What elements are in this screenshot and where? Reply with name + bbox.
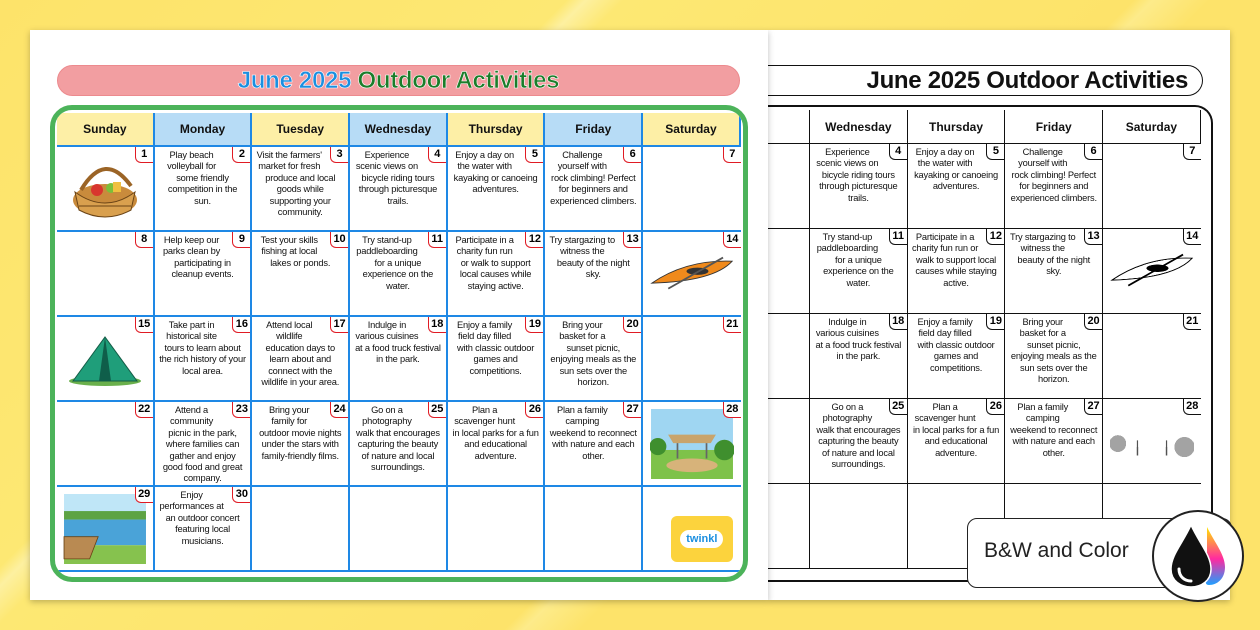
empty-cell <box>252 487 350 572</box>
activity-text-content: Experience scenic views on bicycle riding tours through picturesque trails. <box>355 150 438 206</box>
activity-text <box>159 405 247 485</box>
day-number: 14 <box>723 232 741 248</box>
empty-cell <box>448 487 546 572</box>
park-illustration <box>1110 406 1194 476</box>
color-calendar-page <box>30 30 768 600</box>
day-cell <box>1103 144 1201 229</box>
activity-text-content: Help keep our parks clean by participating in cleanup events. <box>162 235 234 280</box>
activity-text-content: Indulge in various cuisines at a food truck festival in the park. <box>355 320 441 365</box>
day-number: 11 <box>428 232 446 248</box>
day-number: 13 <box>1084 229 1102 245</box>
day-cell <box>643 402 741 487</box>
day-number: 26 <box>525 402 543 418</box>
day-cell <box>908 399 1006 484</box>
day-number: 8 <box>135 232 153 248</box>
activity-text-content: Plan a scavenger hunt in local parks for a fun and educational adventure. <box>452 405 539 461</box>
day-number: 27 <box>1084 399 1102 415</box>
day-number: 30 <box>232 487 250 503</box>
activity-text-content: Attend a community picnic in the park, where families can gather and enjoy good food and great company. <box>162 405 243 484</box>
day-cell <box>908 314 1006 399</box>
activity-text-content: Play beach volleyball for some friendly competition in the sun. <box>167 150 238 206</box>
day-cell <box>57 147 155 232</box>
day-number: 20 <box>623 317 641 333</box>
activity-text-content: Bring your basket for a sunset picnic, enjoying meals as the sun sets over the horizon. <box>1010 317 1097 385</box>
activity-text-content: Try stand-up paddleboarding for a unique experience on the water. <box>356 235 434 291</box>
day-number: 20 <box>1084 314 1102 330</box>
logo-text: twinkl <box>680 530 723 548</box>
day-cell <box>448 147 546 232</box>
kayak-illustration <box>1110 251 1194 291</box>
day-cell <box>252 147 350 232</box>
day-number: 23 <box>232 402 250 418</box>
activity-text-content: Bring your basket for a sunset picnic, enjoying meals as the sun sets over the horizon. <box>550 320 637 388</box>
weekday-header: Friday <box>1005 110 1103 144</box>
day-cell <box>810 229 908 314</box>
empty-cell <box>545 487 643 572</box>
day-cell <box>448 232 546 317</box>
activity-text-content: Challenge yourself with rock climbing! Perfect for beginners and experienced climbers. <box>1010 147 1097 203</box>
day-number: 15 <box>135 317 153 333</box>
activity-text-content: Try stargazing to witness the beauty of the night sky. <box>549 235 630 280</box>
weekday-header: Saturday <box>643 113 741 147</box>
day-cell <box>448 402 546 487</box>
activity-text-content: Plan a family camping weekend to reconnect with nature and each other. <box>1010 402 1098 458</box>
empty-cell <box>350 487 448 572</box>
activity-text-content: Plan a family camping weekend to reconnect with nature and each other. <box>549 405 637 461</box>
day-number: 24 <box>330 402 348 418</box>
calendar-title <box>57 65 740 96</box>
day-cell <box>1005 314 1103 399</box>
day-number: 18 <box>428 317 446 333</box>
activity-text-content: Try stand-up paddleboarding for a unique experience on the water. <box>816 232 894 288</box>
lake-illustration <box>63 494 147 564</box>
day-number: 22 <box>135 402 153 418</box>
day-cell <box>350 147 448 232</box>
activity-text-content: Enjoy a family field day filled with classic outdoor games and competitions. <box>457 320 535 376</box>
day-number: 13 <box>623 232 641 248</box>
day-cell <box>57 487 155 572</box>
title-topic: Outdoor Activities <box>986 67 1188 94</box>
day-number: 10 <box>330 232 348 248</box>
weekday-header: Thursday <box>908 110 1006 144</box>
day-cell <box>810 314 908 399</box>
weekday-header: Sunday <box>57 113 155 147</box>
day-number: 25 <box>889 399 907 415</box>
day-number: 12 <box>525 232 543 248</box>
day-number: 3 <box>330 147 348 163</box>
weekday-header: Saturday <box>1103 110 1201 144</box>
activity-text-content: Enjoy a day on the water with kayaking or canoeing adventures. <box>914 147 998 192</box>
day-cell <box>1005 229 1103 314</box>
day-cell <box>810 399 908 484</box>
weekday-header: Friday <box>545 113 643 147</box>
weekday-header: Tuesday <box>252 113 350 147</box>
day-cell <box>448 317 546 402</box>
tent-illustration <box>67 331 143 387</box>
day-cell <box>57 317 155 402</box>
activity-text-content: Challenge yourself with rock climbing! Perfect for beginners and experienced climbers. <box>550 150 637 206</box>
empty-cell <box>643 487 741 572</box>
kayak-illustration <box>650 254 734 294</box>
weekday-header: Monday <box>155 113 253 147</box>
calendar-grid <box>768 110 1201 569</box>
weekday-header: Wednesday <box>350 113 448 147</box>
calendar-grid <box>57 113 741 572</box>
day-number: 21 <box>1183 314 1201 330</box>
activity-text-content: Enjoy a day on the water with kayaking or canoeing adventures. <box>453 150 538 195</box>
picnic-basket-illustration <box>67 156 143 222</box>
day-cell <box>643 147 741 232</box>
activity-text-content: Plan a scavenger hunt in local parks for a fun and educational adventure. <box>912 402 1000 458</box>
activity-text-content: Participate in a charity fun run or walk to support local causes while staying active. <box>455 235 532 291</box>
day-cell <box>155 232 253 317</box>
day-cell <box>545 402 643 487</box>
title-month: June 2025 <box>866 67 980 94</box>
day-cell <box>545 147 643 232</box>
day-cell <box>252 232 350 317</box>
activity-text-content: Attend local wildlife education days to learn about and connect with the wildlife in your area. <box>261 320 340 388</box>
activity-text-content: Go on a photography walk that encourages capturing the beauty of nature and local surroundings. <box>816 402 901 470</box>
park-illustration <box>650 409 734 479</box>
edge-cell <box>768 484 810 569</box>
day-number: 28 <box>1183 399 1201 415</box>
day-number: 4 <box>889 144 907 160</box>
day-number: 7 <box>723 147 741 163</box>
weekday-header: Thursday <box>448 113 546 147</box>
day-number: 21 <box>723 317 741 333</box>
day-number: 11 <box>889 229 907 245</box>
day-cell <box>57 402 155 487</box>
day-cell <box>350 317 448 402</box>
day-number: 5 <box>986 144 1004 160</box>
day-cell <box>57 232 155 317</box>
ink-drops-icon <box>1152 510 1244 602</box>
day-cell <box>1005 144 1103 229</box>
day-number: 25 <box>428 402 446 418</box>
day-cell <box>1103 399 1201 484</box>
day-cell <box>810 144 908 229</box>
calendar-title <box>768 65 1203 96</box>
edge-cell <box>768 399 810 484</box>
bw-calendar-page <box>768 30 1230 600</box>
activity-text-content: Visit the farmers' market for fresh produce and local goods while supporting your community. <box>256 150 336 218</box>
day-number: 19 <box>986 314 1004 330</box>
day-number: 2 <box>232 147 250 163</box>
activity-text-content: Try stargazing to witness the beauty of the night sky. <box>1009 232 1091 277</box>
day-cell <box>252 317 350 402</box>
activity-text-content: Test your skills fishing at local lakes or ponds. <box>260 235 331 268</box>
twinkl-logo <box>671 516 733 562</box>
day-number: 29 <box>135 487 153 503</box>
edge-cell <box>768 314 810 399</box>
day-cell <box>155 317 253 402</box>
calendar-frame <box>50 105 748 582</box>
activity-text-content: Go on a photography walk that encourages capturing the beauty of nature and local surroundings. <box>355 405 440 473</box>
day-number: 16 <box>232 317 250 333</box>
day-cell <box>1005 399 1103 484</box>
badge-label: B&W and Color <box>984 539 1129 562</box>
day-cell <box>545 317 643 402</box>
day-cell <box>155 487 253 572</box>
edge-cell <box>768 144 810 229</box>
empty-cell <box>810 484 908 569</box>
day-number: 19 <box>525 317 543 333</box>
day-number: 5 <box>525 147 543 163</box>
activity-text-content: Take part in historical site tours to learn about the rich history of your local area. <box>159 320 246 376</box>
day-number: 17 <box>330 317 348 333</box>
day-number: 27 <box>623 402 641 418</box>
day-cell <box>155 402 253 487</box>
activity-text-content: Indulge in various cuisines at a food truck festival in the park. <box>815 317 902 362</box>
day-cell <box>350 402 448 487</box>
day-cell <box>643 317 741 402</box>
day-cell <box>908 144 1006 229</box>
day-cell <box>350 232 448 317</box>
day-cell <box>252 402 350 487</box>
day-number: 14 <box>1183 229 1201 245</box>
calendar-frame <box>768 105 1213 582</box>
activity-text-content: Participate in a charity fun run or walk to support local causes while staying active. <box>911 232 997 288</box>
day-number: 6 <box>1084 144 1102 160</box>
day-number: 12 <box>986 229 1004 245</box>
day-number: 6 <box>623 147 641 163</box>
activity-text-content: Enjoy performances at an outdoor concert featuring local musicians. <box>159 490 240 546</box>
day-cell <box>1103 229 1201 314</box>
day-cell <box>908 229 1006 314</box>
day-number: 7 <box>1183 144 1201 160</box>
day-cell <box>155 147 253 232</box>
activity-text-content: Bring your family for outdoor movie nights under the stars with family-friendly films. <box>259 405 342 461</box>
day-cell <box>1103 314 1201 399</box>
weekday-header: Wednesday <box>810 110 908 144</box>
day-number: 28 <box>723 402 741 418</box>
day-number: 18 <box>889 314 907 330</box>
title-month: June 2025 <box>237 67 352 94</box>
edge-cell <box>768 229 810 314</box>
weekday-header-edge <box>768 110 810 144</box>
day-number: 1 <box>135 147 153 163</box>
day-number: 4 <box>428 147 446 163</box>
title-topic: Outdoor Activities <box>357 67 560 94</box>
day-cell <box>643 232 741 317</box>
day-number: 26 <box>986 399 1004 415</box>
activity-text-content: Experience scenic views on bicycle riding tours through picturesque trails. <box>816 147 898 203</box>
activity-text-content: Enjoy a family field day filled with classic outdoor games and competitions. <box>917 317 995 373</box>
day-cell <box>545 232 643 317</box>
day-number: 9 <box>232 232 250 248</box>
